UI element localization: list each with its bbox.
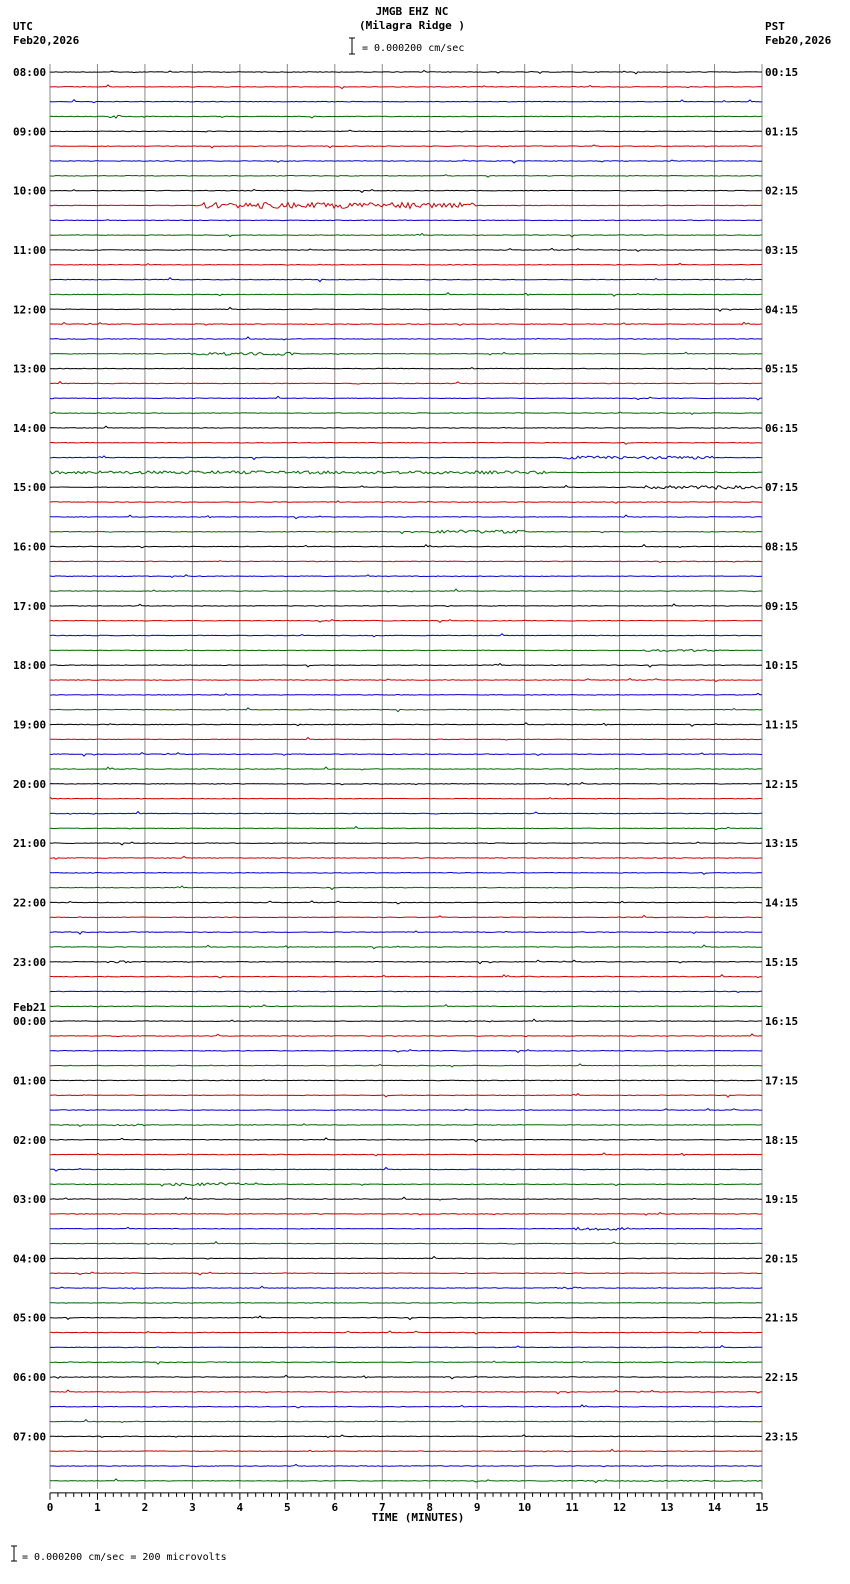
trace-33: [50, 561, 762, 563]
trace-79: [50, 1242, 762, 1245]
trace-43: [50, 708, 762, 712]
trace-24: [50, 426, 762, 428]
left-time-label: 10:00: [13, 184, 47, 198]
trace-17: [50, 322, 762, 325]
trace-54: [50, 872, 762, 874]
trace-39: [50, 650, 762, 652]
trace-58: [50, 931, 762, 934]
right-time-label: 01:15: [765, 125, 799, 139]
trace-72: [50, 1138, 762, 1142]
left-time-label: 15:00: [13, 481, 47, 495]
trace-95: [50, 1479, 762, 1483]
trace-40: [50, 664, 762, 668]
right-date: Feb20,2026: [765, 34, 832, 47]
right-time-label: 15:15: [765, 955, 799, 969]
trace-46: [50, 753, 762, 757]
scale-bar-icon: [349, 38, 355, 54]
right-time-label: 07:15: [765, 481, 799, 495]
right-time-label: 03:15: [765, 243, 799, 257]
trace-74: [50, 1168, 762, 1172]
trace-91: [50, 1420, 762, 1423]
trace-76: [50, 1197, 762, 1200]
trace-38: [50, 634, 762, 637]
trace-6: [50, 160, 762, 163]
trace-81: [50, 1272, 762, 1275]
trace-83: [50, 1303, 762, 1304]
right-time-label: 17:15: [765, 1074, 799, 1088]
x-tick-label: 15: [755, 1500, 769, 1514]
x-tick-label: 11: [565, 1500, 579, 1514]
trace-44: [50, 723, 762, 726]
trace-69: [50, 1094, 762, 1098]
trace-87: [50, 1361, 762, 1364]
right-time-label: 05:15: [765, 362, 799, 376]
trace-31: [50, 530, 762, 534]
trace-23: [50, 412, 762, 414]
x-tick-label: 5: [284, 1500, 291, 1514]
x-tick-label: 9: [473, 1500, 481, 1514]
trace-47: [50, 767, 762, 770]
right-time-label: 13:15: [765, 837, 799, 851]
trace-61: [50, 975, 762, 978]
left-time-label: 17:00: [13, 599, 47, 613]
trace-50: [50, 812, 762, 815]
right-time-label: 09:15: [765, 599, 799, 613]
left-time-label: 22:00: [13, 896, 47, 910]
trace-48: [50, 783, 762, 786]
right-time-label: 08:15: [765, 540, 799, 554]
trace-22: [50, 396, 762, 400]
left-time-label: 04:00: [13, 1252, 47, 1266]
x-tick-label: 12: [612, 1500, 627, 1514]
trace-70: [50, 1109, 762, 1111]
left-time-label: 13:00: [13, 362, 47, 376]
trace-93: [50, 1449, 762, 1452]
trace-3: [50, 115, 762, 118]
left-time-label: 11:00: [13, 243, 47, 257]
trace-27: [50, 471, 762, 474]
trace-85: [50, 1331, 762, 1334]
right-timezone: PST: [765, 20, 785, 33]
left-time-label: 00:00: [13, 1015, 47, 1029]
x-tick-label: 10: [518, 1500, 532, 1514]
trace-8: [50, 190, 762, 193]
trace-64: [50, 1019, 762, 1022]
x-tick-label: 8: [426, 1500, 434, 1514]
trace-42: [50, 693, 762, 695]
right-time-label: 04:15: [765, 303, 799, 317]
trace-86: [50, 1346, 762, 1348]
trace-84: [50, 1316, 762, 1320]
trace-75: [50, 1183, 762, 1186]
trace-30: [50, 515, 762, 519]
trace-26: [50, 456, 762, 460]
scale-label: = 0.000200 cm/sec: [362, 43, 465, 54]
right-time-label: 16:15: [765, 1015, 799, 1029]
trace-82: [50, 1286, 762, 1289]
left-time-label: 03:00: [13, 1193, 47, 1207]
x-tick-label: 14: [707, 1500, 722, 1514]
left-time-label: 19:00: [13, 718, 47, 732]
trace-5: [50, 145, 762, 148]
trace-34: [50, 575, 762, 578]
left-time-label: 08:00: [13, 66, 47, 79]
trace-66: [50, 1050, 762, 1053]
footer-scale-label: = 0.000200 cm/sec = 200 microvolts: [22, 1552, 227, 1563]
trace-68: [50, 1080, 762, 1081]
trace-51: [50, 826, 762, 829]
trace-7: [50, 175, 762, 177]
left-time-label: 21:00: [13, 837, 47, 851]
trace-9: [50, 203, 762, 209]
trace-41: [50, 679, 762, 682]
right-time-label: 19:15: [765, 1193, 799, 1207]
trace-28: [50, 485, 762, 489]
right-time-label: 22:15: [765, 1371, 799, 1385]
left-timezone: UTC: [13, 20, 33, 33]
trace-21: [50, 382, 762, 385]
trace-25: [50, 442, 762, 444]
x-axis-title: TIME (MINUTES): [371, 1511, 465, 1524]
trace-1: [50, 85, 762, 89]
x-tick-label: 2: [141, 1500, 149, 1514]
trace-32: [50, 545, 762, 548]
trace-80: [50, 1256, 762, 1259]
x-tick-label: 13: [660, 1500, 674, 1514]
left-time-label: 02:00: [13, 1133, 47, 1147]
right-time-label: 14:15: [765, 896, 799, 910]
right-time-label: 23:15: [765, 1430, 799, 1444]
trace-10: [50, 220, 762, 221]
trace-56: [50, 901, 762, 904]
left-time-label: 05:00: [13, 1311, 47, 1325]
trace-57: [50, 915, 762, 917]
trace-36: [50, 604, 762, 607]
left-date: Feb20,2026: [13, 34, 80, 47]
trace-89: [50, 1390, 762, 1394]
left-time-label: 23:00: [13, 955, 47, 969]
x-tick-label: 3: [189, 1500, 196, 1514]
trace-90: [50, 1405, 762, 1408]
trace-35: [50, 589, 762, 592]
left-time-label: 01:00: [13, 1074, 47, 1088]
trace-37: [50, 620, 762, 623]
right-time-label: 10:15: [765, 659, 799, 673]
right-time-label: 00:15: [765, 66, 799, 79]
trace-16: [50, 307, 762, 311]
left-time-label: 18:00: [13, 659, 47, 673]
trace-14: [50, 278, 762, 282]
trace-52: [50, 842, 762, 845]
right-time-label: 06:15: [765, 421, 799, 435]
trace-11: [50, 233, 762, 237]
right-time-label: 18:15: [765, 1133, 799, 1147]
trace-78: [50, 1227, 762, 1230]
trace-18: [50, 337, 762, 340]
trace-62: [50, 991, 762, 993]
trace-88: [50, 1375, 762, 1379]
trace-92: [50, 1435, 762, 1438]
trace-55: [50, 886, 762, 890]
right-time-label: 11:15: [765, 718, 799, 732]
x-tick-label: 0: [46, 1500, 54, 1514]
trace-63: [50, 1005, 762, 1008]
left-time-label: 09:00: [13, 125, 47, 139]
trace-71: [50, 1124, 762, 1127]
left-time-label: 20:00: [13, 777, 47, 791]
trace-65: [50, 1034, 762, 1037]
x-tick-label: 1: [94, 1500, 101, 1514]
trace-59: [50, 945, 762, 949]
left-time-label: 07:00: [13, 1430, 47, 1444]
trace-49: [50, 797, 762, 799]
left-time-label: 12:00: [13, 303, 47, 317]
trace-0: [50, 71, 762, 74]
trace-53: [50, 856, 762, 859]
trace-12: [50, 248, 762, 251]
left-time-label: 14:00: [13, 421, 47, 435]
left-time-label: 16:00: [13, 540, 47, 554]
right-time-label: 20:15: [765, 1252, 799, 1266]
trace-77: [50, 1213, 762, 1216]
trace-73: [50, 1153, 762, 1156]
footer-scale-bar-icon: [11, 1546, 17, 1561]
right-time-label: 21:15: [765, 1311, 799, 1325]
trace-4: [50, 130, 762, 132]
trace-13: [50, 263, 762, 265]
trace-60: [50, 960, 762, 964]
station-title: JMGB EHZ NC: [375, 5, 449, 18]
right-time-label: 12:15: [765, 777, 799, 791]
x-tick-label: 7: [378, 1500, 386, 1514]
trace-20: [50, 368, 762, 370]
trace-45: [50, 738, 762, 741]
trace-15: [50, 293, 762, 297]
trace-29: [50, 501, 762, 503]
trace-94: [50, 1465, 762, 1467]
right-time-label: 02:15: [765, 184, 799, 198]
x-tick-label: 4: [236, 1500, 244, 1514]
trace-19: [50, 352, 762, 355]
left-date-change-label: Feb21: [13, 1001, 47, 1015]
x-tick-label: 6: [331, 1500, 339, 1514]
left-time-label: 06:00: [13, 1371, 47, 1385]
site-name: (Milagra Ridge ): [359, 19, 465, 32]
trace-67: [50, 1064, 762, 1067]
trace-2: [50, 100, 762, 103]
